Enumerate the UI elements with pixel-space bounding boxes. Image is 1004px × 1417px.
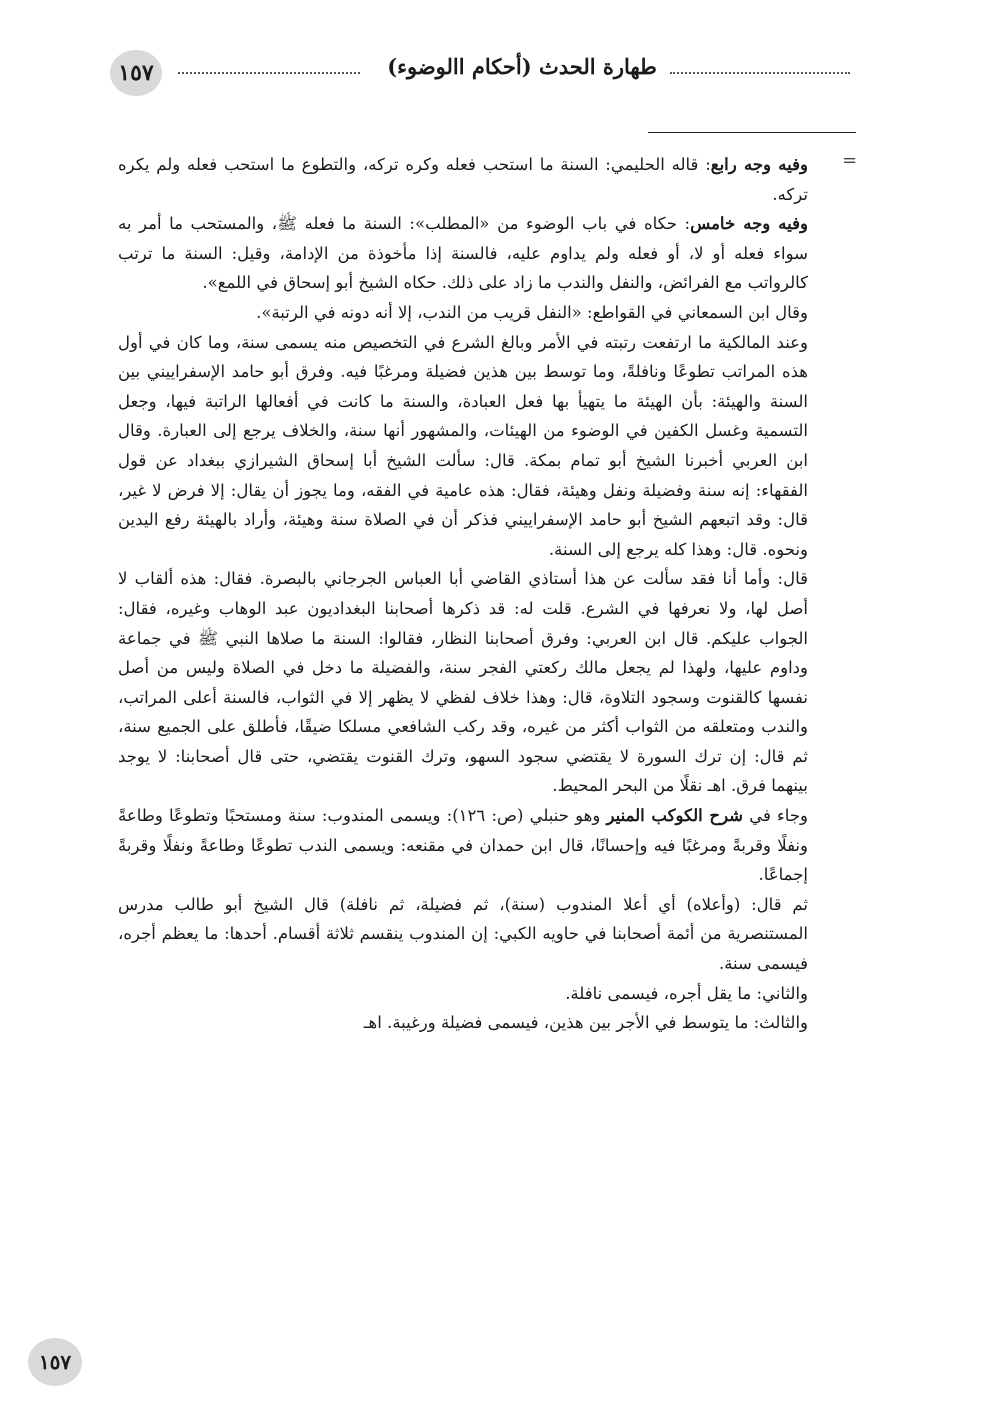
paragraph: وفيه وجه خامس: حكاه في باب الوضوء من «المطلب»: السنة ما فعله ﷺ، والمستحب ما أمر به سواء فعله أو لا، أو فعله ولم يداوم عليه، فالسنة إذا مأخوذة من الإدامة، وقيل: السنة ما ترتب كالرواتب مع الفرائض، والنفل والندب ما زاد على ذلك. حكاه الشيخ أبو إسحاق في اللمع». (118, 214, 808, 293)
paragraph-heading: وفيه وجه رابع (710, 155, 808, 174)
running-title: طهارة الحدث (أحكام االوضوء) (387, 54, 657, 79)
header-dotted-leader-right (670, 72, 850, 74)
page-number-bottom: ١٥٧ (28, 1338, 82, 1386)
page-header (110, 50, 850, 100)
paragraph: وقال ابن السمعاني في القواطع: «النفل قريب من الندب، إلا أنه دونه في الرتبة». (256, 302, 808, 322)
book-title: شرح الكوكب المنير (606, 806, 744, 826)
page-number-top: ١٥٧ (110, 50, 162, 96)
paragraph: وجاء في شرح الكوكب المنير وهو حنبلي (ص: ١٢٦): ويسمى المندوب: سنة ومستحبًا وتطوعًا وطاعةً ونفلًا وقربةً ومرغبًا فيه وإحسانًا، قال ابن حمدان في مقنعه: ويسمى الندب تطوعًا وطاعةً ونفلًا وقربةً إجماعًا. (118, 806, 808, 885)
footnote-separator-rule (648, 132, 856, 133)
paragraph: والثاني: ما يقل أجره، فيسمى نافلة. (565, 983, 808, 1003)
paragraph: ثم قال: (وأعلاه) أي أعلا المندوب (سنة)، ثم فضيلة، ثم نافلة) قال الشيخ أبو طالب مدرس المستنصرية من أئمة أصحابنا في حاويه الكبي: إن المندوب ينقسم ثلاثة أقسام. أحدها: ما يعظم أجره، فيسمى سنة. (118, 894, 808, 974)
paragraph: قال: وأما أنا فقد سألت عن هذا أستاذي القاضي أبا العباس الجرجاني بالبصرة. فقال: هذه ألقاب لا أصل لها، ولا نعرفها في الشرع. قلت له: قد ذكرها أصحابنا البغداديون عبد الوهاب وغيره، فقال: الجواب عليكم. قال ابن العربي: وفرق أصحابنا النظار، فقالوا: السنة ما صلاها النبي ﷺ في جماعة وداوم عليها، ولهذا لم يجعل مالك ركعتي الفجر سنة، والفضيلة ما دخل في الصلاة وليس من أصل نفسها كالقنوت وسجود التلاوة، قال: وهذا خلاف لفظي لا يظهر إلا في الثواب، فالسنة أعلى المراتب، والندب ومتعلقه من الثواب أكثر من غيره، وقد ركب الشافعي مسلكا ضيقًا، فأطلق على الجميع سنة، ثم قال: إن ترك السورة لا يقتضي سجود السهو، وترك القنوت يقتضي، حتى قال أصحابنا: لا يوجد بينهما فرق. اهـ نقلًا من البحر المحيط. (118, 569, 808, 796)
header-dotted-leader-left (178, 72, 360, 74)
paragraph: والثالث: ما يتوسط في الأجر بين هذين، فيسمى فضيلة ورغيبة. اهـ (363, 1013, 808, 1033)
paragraph: وفيه وجه رابع: قاله الحليمي: السنة ما استحب فعله وكره تركه، والتطوع ما استحب فعله ولم يكره تركه. (118, 155, 808, 204)
paragraph-heading: وفيه وجه خامس (690, 214, 808, 234)
footnote-body (118, 150, 808, 1038)
continuation-mark: = (842, 150, 858, 171)
paragraph: وعند المالكية ما ارتفعت رتبته في الأمر وبالغ الشرع في التخصيص منه يسمى سنة، وما كان في أول هذه المراتب تطوعًا ونافلةً، وما توسط بين هذين فضيلة ومرغبًا فيه. وفرق أبو حامد الإسفراييني بين السنة والهيئة: بأن الهيئة ما يتهيأ بها فعل العبادة، والسنة ما كانت في أفعالها الراتبة فيها، وجعل التسمية وغسل الكفين في الوضوء من الهيئات، والمشهور أنها سنة، والخلاف يرجع إلى العبارة. وقال ابن العربي أخبرنا الشيخ أبو تمام بمكة. قال: سألت الشيخ أبا إسحاق الشيرازي ببغداد عن قول الفقهاء: إنه سنة وفضيلة ونفل وهيئة، فقال: هذه عامية في الفقه، وما يجوز أن يقال: إلا فرض لا غير، قال: وقد اتبعهم الشيخ أبو حامد الإسفراييني فذكر أن في الصلاة سنة وهيئة، وأراد بالهيئة رفع اليدين ونحوه. قال: وهذا كله يرجع إلى السنة. (118, 332, 808, 559)
